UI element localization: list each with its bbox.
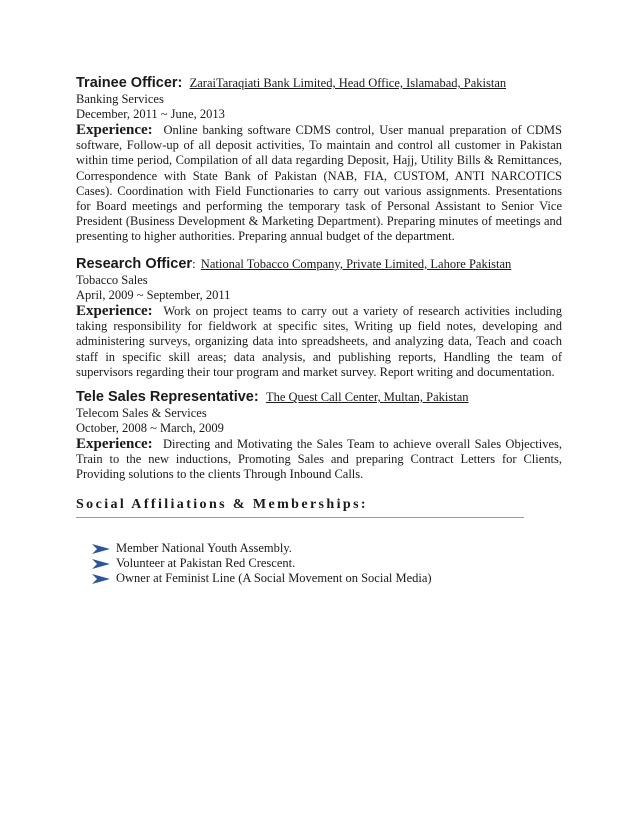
job-description: [76, 123, 562, 245]
employer-name: ZaraiTaraqiati Bank Limited, Head Office, Islamabad, Pakistan: [189, 76, 507, 90]
employment-dates: April, 2009 ~ September, 2011: [76, 288, 231, 302]
arrow-bullet-icon: [92, 544, 110, 554]
list-item-text: Volunteer at Pakistan Red Crescent.: [116, 556, 296, 570]
list-item-text: Member National Youth Assembly.: [116, 541, 292, 555]
department: Tobacco Sales: [76, 273, 148, 287]
list-item-text: Owner at Feminist Line (A Social Movement on Social Media): [116, 571, 432, 585]
affiliations-section-header: [76, 495, 524, 518]
section-heading: Social Affiliations & Memberships:: [76, 497, 368, 512]
experience-label: Experience:: [76, 122, 153, 138]
employer-name: National Tobacco Company, Private Limited, Lahore Pakistan: [200, 257, 512, 271]
job-title-line: [76, 74, 562, 92]
employment-dates: December, 2011 ~ June, 2013: [76, 107, 225, 121]
list-item: [92, 556, 432, 571]
description-text: Work on project teams to carry out a variety of research activities including taking responsibility for fieldwork at specific sites, Writing up field notes, developing and administering surveys, organizing data into spreadsheets, and analyzing data, Teach and coach staff in specific skill areas; data analysis, and publishing reports, Handling the team of supervisors regarding their tour program and market survey. Report writing and documentation.: [76, 304, 562, 379]
job-description: [76, 304, 562, 380]
job-title-line: [76, 388, 562, 406]
job-entry-research-officer: [76, 255, 562, 380]
arrow-bullet-icon: [92, 559, 110, 569]
employment-dates: October, 2008 ~ March, 2009: [76, 421, 224, 435]
experience-label: Experience:: [76, 436, 153, 452]
arrow-bullet-icon: [92, 574, 110, 584]
job-title-line: [76, 255, 562, 273]
department: Banking Services: [76, 92, 164, 106]
job-description: [76, 437, 562, 483]
description-text: Online banking software CDMS control, User manual preparation of CDMS software, Follow-up of all deposit activities, To maintain and control all customer in Pakistan within time period, Compilation of all data regarding Deposit, Hajj, Utility Bills & Remittances, Correspondence with State Bank of Pakistan (NAB, FIA, CUSTOM, ANTI NARCOTICS Cases). Coordination with Field Functionaries to carry out various assignments. Presentations for Board meetings and performing the temporary task of Personal Assistant to Senior Vice President (Business Development & Marketing Department). Preparing minutes of meetings and presenting to higher authorities. Preparing annual budget of the department.: [76, 123, 562, 244]
list-item: [92, 571, 432, 586]
job-title: Tele Sales Representative:: [76, 389, 259, 405]
job-entry-tele-sales: [76, 388, 562, 483]
employer-name: The Quest Call Center, Multan, Pakistan: [265, 390, 469, 404]
job-title: Trainee Officer:: [76, 75, 183, 91]
experience-label: Experience:: [76, 303, 153, 319]
list-item: [92, 541, 432, 556]
job-title: Research Officer: [76, 256, 193, 272]
description-text: Directing and Motivating the Sales Team to achieve overall Sales Objectives, Train to the new inductions, Promoting Sales and preparing Contract Letters for Clients, Providing solutions to the clients Through Inbound Calls.: [76, 437, 563, 482]
job-entry-trainee-officer: [76, 74, 562, 245]
affiliations-list: [92, 541, 432, 586]
title-colon: :: [192, 257, 196, 271]
department: Telecom Sales & Services: [76, 406, 207, 420]
